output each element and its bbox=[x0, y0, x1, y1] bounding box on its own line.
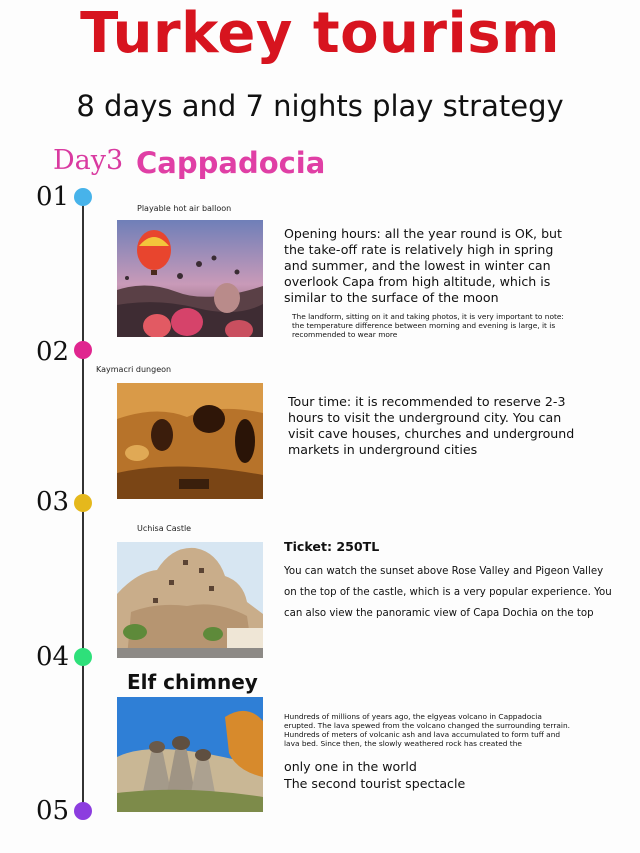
day-label: Day3 bbox=[53, 145, 124, 176]
timeline-dot-01 bbox=[74, 188, 92, 206]
spot-caption-balloon: Playable hot air balloon bbox=[137, 204, 232, 213]
spot-text-elf-chimney: Hundreds of millions of years ago, the elgyeas volcano in Cappadocia erupted. The lava spewed from the volcano changed the surrounding terrain. Hundreds of meters of volcanic ash and lava accumulated to form tuff and lava bed. Since then, the slowly weathered rock has created the bbox=[284, 712, 570, 748]
uchisar-castle-photo bbox=[117, 542, 263, 658]
timeline-dot-05 bbox=[74, 802, 92, 820]
timeline-dot-03 bbox=[74, 494, 92, 512]
timeline-number-01: 01 bbox=[36, 182, 70, 212]
spot-caption-castle: Uchisa Castle bbox=[137, 524, 192, 533]
timeline-dot-02 bbox=[74, 341, 92, 359]
timeline-number-02: 02 bbox=[36, 337, 70, 367]
spot-text-castle: You can watch the sunset above Rose Valley and Pigeon Valley on the top of the castle, which is a very popular experience. You can also view the panoramic view of Capa Dochia on the top bbox=[284, 566, 612, 619]
spot-caption-dungeon: Kaymacri dungeon bbox=[96, 365, 172, 374]
page-subtitle: 8 days and 7 nights play strategy bbox=[76, 89, 564, 123]
spot-heading-elf-chimney: Elf chimney bbox=[127, 670, 258, 694]
timeline-number-05: 05 bbox=[36, 796, 70, 826]
spot-ticket-castle: Ticket: 250TL bbox=[284, 539, 380, 554]
timeline-dot-04 bbox=[74, 648, 92, 666]
page-title: Turkey tourism bbox=[80, 1, 560, 66]
spot-line-unique: only one in the world bbox=[284, 759, 417, 774]
spot-line-spectacle: The second tourist spectacle bbox=[284, 776, 466, 791]
spot-text-balloon: Opening hours: all the year round is OK, but the take-off rate is relatively high in spring and summer, and the lowest in winter can overlook Capa from high altitude, which is similar to the surface of the moon bbox=[284, 226, 562, 305]
destination-title: Cappadocia bbox=[136, 146, 326, 180]
timeline-number-03: 03 bbox=[36, 487, 70, 517]
underground-city-photo bbox=[117, 383, 263, 499]
spot-text-dungeon: Tour time: it is recommended to reserve 2-3 hours to visit the underground city. You can visit cave houses, churches and underground markets in underground cities bbox=[288, 394, 575, 457]
spot-note-balloon: The landform, sitting on it and taking photos, it is very important to note: the temperature difference between morning and evening is large, it is recommended to wear more bbox=[292, 312, 564, 339]
timeline-number-04: 04 bbox=[36, 642, 70, 672]
elf-chimney-photo bbox=[117, 697, 263, 812]
hot-air-balloon-photo bbox=[117, 220, 263, 337]
